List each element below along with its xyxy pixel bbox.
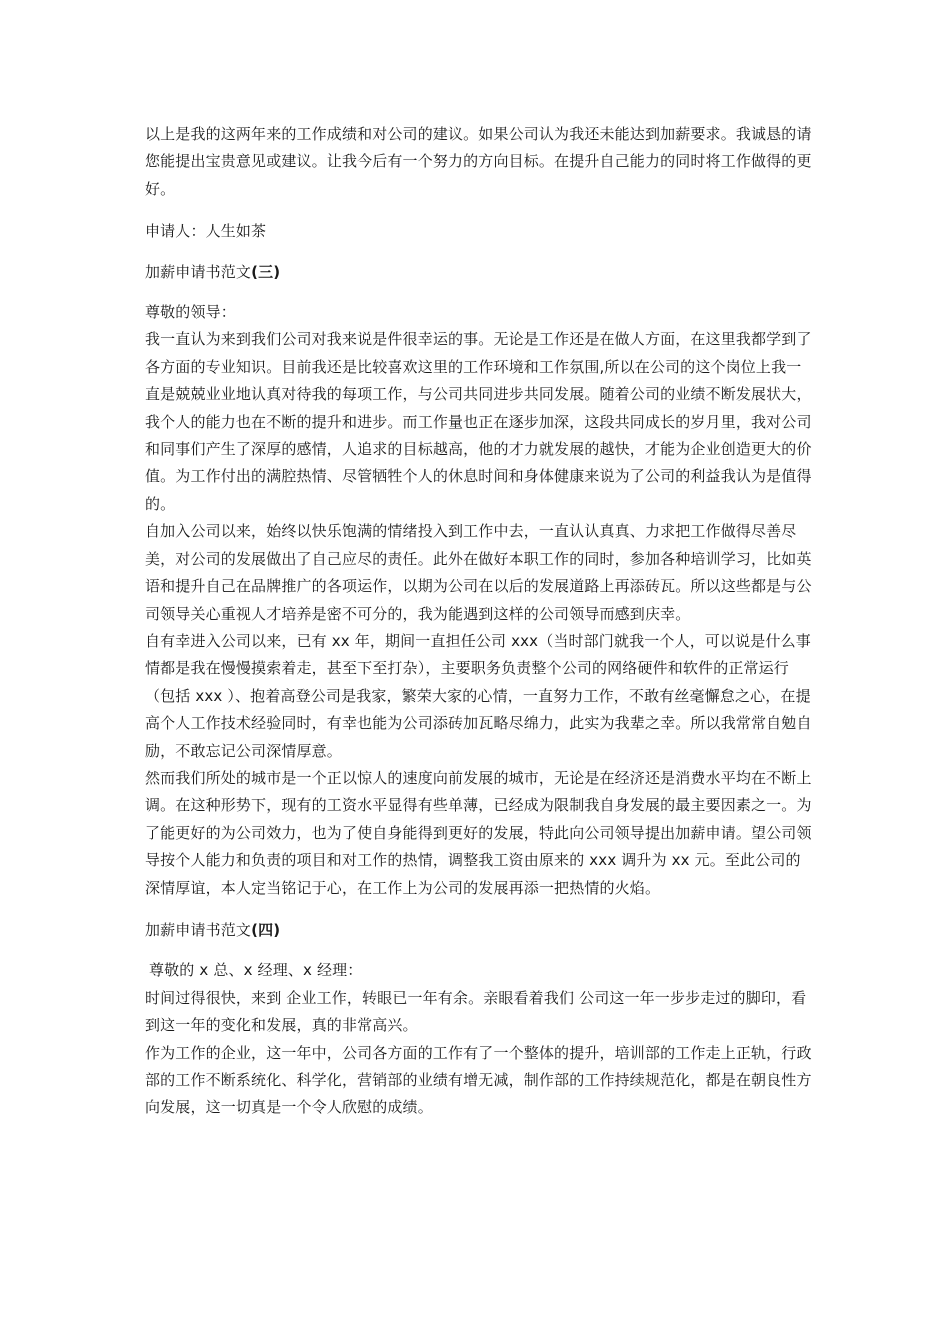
document-page xyxy=(145,121,813,1122)
section-3-paragraph-1: 我一直认为来到我们公司对我来说是件很幸运的事。无论是工作还是在做人方面，在这里我都学到了各方面的专业知识。目前我还是比较喜欢这里的工作环境和工作氛围,所以在公司的这个岗位上我一直是兢兢业业地认真对待我的每项工作，与公司共同进步共同发展。随着公司的业绩不断发展状大，我个人的能力也在不断的提升和进步。而工作量也正在逐步加深，这段共同成长的岁月里，我对公司和同事们产生了深厚的感情，人追求的目标越高，他的才力就发展的越快，才能为企业创造更大的价值。为工作付出的满腔热情、尽管牺牲个人的休息时间和身体健康来说为了公司的利益我认为是值得的。 xyxy=(145,330,812,513)
section-4-heading xyxy=(145,917,813,944)
section-3-salutation: 尊敬的领导： xyxy=(145,303,236,322)
section-3-paragraph-3: 自有幸进入公司以来，已有 xx 年，期间一直担任公司 xxx（当时部门就我一个人，可以说是什么事情都是我在慢慢摸索着走，甚至下至打杂），主要职务负责整个公司的网络硬件和软件的正常运行（包括 xxx ）、抱着高登公司是我家，繁荣大家的心情，一直努力工作，不敢有丝毫懈怠之心，在提高个人工作技术经验同时，有幸也能为公司添砖加瓦略尽绵力，此实为我辈之幸。所以我常常自勉自励，不敢忘记公司深情厚意。 xyxy=(145,631,812,760)
section-3-paragraph-4: 然而我们所处的城市是一个正以惊人的速度向前发展的城市，无论是在经济还是消费水平均在不断上调。在这种形势下，现有的工资水平显得有些单薄，已经成为限制我自身发展的最主要因素之一。为了能更好的为公司效力，也为了使自身能得到更好的发展，特此向公司领导提出加薪申请。望公司领导按个人能力和负责的项目和对工作的热情，调整我工资由原来的 xxx 调升为 xx 元。至此公司的深情厚谊，本人定当铭记于心，在工作上为公司的发展再添一把热情的火焰。 xyxy=(145,768,812,897)
section-4-title-number: (四) xyxy=(251,920,281,939)
section-4-paragraph-1: 时间过得很快，来到 企业工作，转眼已一年有余。亲眼看着我们 公司这一年一步步走过的脚印，看到这一年的变化和发展，真的非常高兴。 xyxy=(145,988,807,1035)
section-3-heading xyxy=(145,259,813,286)
section-4-salutation: 尊敬的 x 总、x 经理、x 经理： xyxy=(149,961,363,980)
applicant-line: 申请人：人生如茶 xyxy=(145,222,267,241)
section-3-title-number: (三) xyxy=(251,262,281,281)
section-4-title-prefix: 加薪申请书范文 xyxy=(145,920,252,939)
closing-paragraph: 以上是我的这两年来的工作成绩和对公司的建议。如果公司认为我还未能达到加薪要求。我诚恳的请您能提出宝贵意见或建议。让我今后有一个努力的方向目标。在提升自己能力的同时将工作做得的更好。 xyxy=(145,125,812,198)
section-3-paragraph-2: 自加入公司以来，始终以快乐饱满的情绪投入到工作中去，一直认认真真、力求把工作做得尽善尽美，对公司的发展做出了自己应尽的责任。此外在做好本职工作的同时，参加各种培训学习，比如英语和提升自己在品牌推广的各项运作，以期为公司在以后的发展道路上再添砖瓦。所以这些都是与公司领导关心重视人才培养是密不可分的，我为能遇到这样的公司领导而感到庆幸。 xyxy=(145,522,812,623)
section-3-title-prefix: 加薪申请书范文 xyxy=(145,262,252,281)
section-4-paragraph-2: 作为工作的企业，这一年中，公司各方面的工作有了一个整体的提升，培训部的工作走上正轨，行政部的工作不断系统化、科学化，营销部的业绩有增无减，制作部的工作持续规范化，都是在朝良性方向发展，这一切真是一个令人欣慰的成绩。 xyxy=(145,1043,812,1117)
